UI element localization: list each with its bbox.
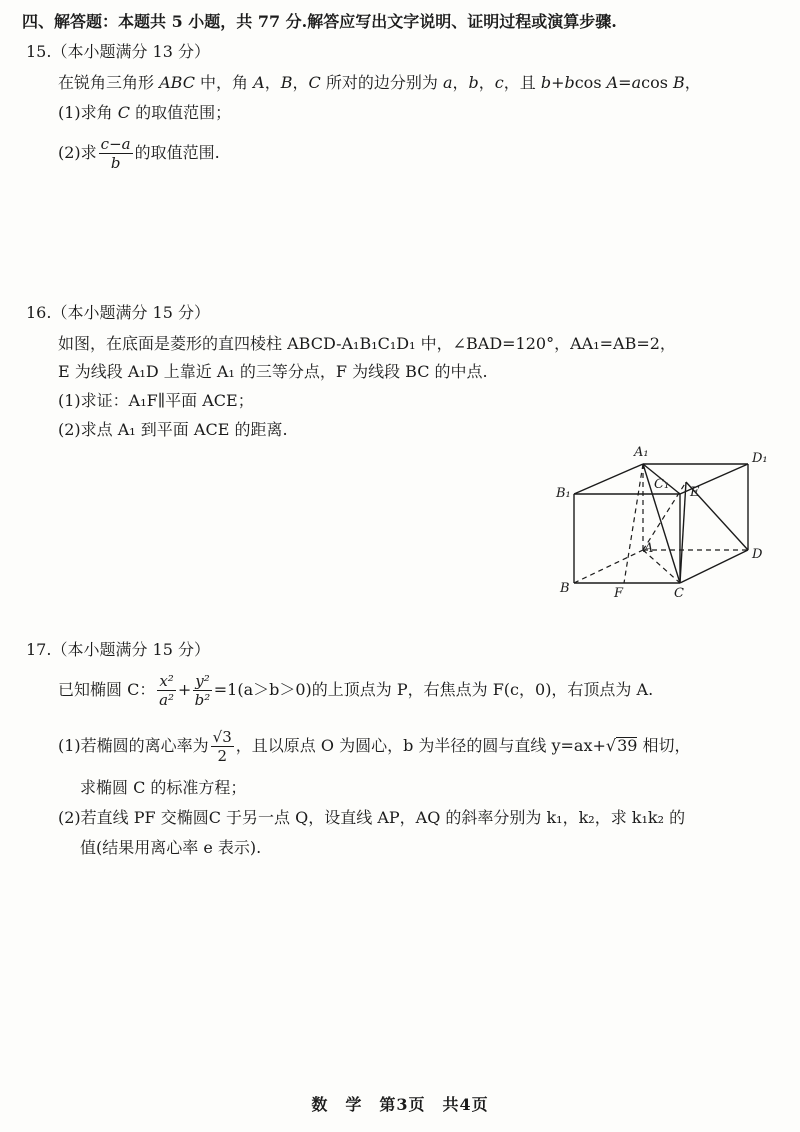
q15-part2-text: 的取值范围. <box>134 143 220 162</box>
q15-var: b+b <box>540 73 575 92</box>
prism-diagram <box>548 440 788 610</box>
q15-stem-text: ， <box>264 73 281 92</box>
q17-e-fraction <box>211 728 234 765</box>
label-D: D <box>752 547 763 562</box>
label-D1: D₁ <box>752 451 768 466</box>
q17-part1-cont: 求椭圆 C 的标准方程； <box>80 778 247 797</box>
q17-e-den: 2 <box>217 747 227 765</box>
section-header: 四、解答题：本题共 5 小题，共 77 分.解答应写出文字说明、证明过程或演算步骤. <box>22 12 617 31</box>
q16-part2: (2)求点 A₁ 到平面 ACE 的距离. <box>58 420 288 439</box>
q15-var: B <box>280 73 293 92</box>
label-B: B <box>560 581 570 596</box>
q15-stem-text: ，且 <box>503 73 541 92</box>
q15-stem-text: ， <box>478 73 495 92</box>
q17-stem-text: =1(a＞b＞0)的上顶点为 P，右焦点为 F(c，0)，右顶点为 A. <box>213 680 654 699</box>
page-footer: 数 学 第3页 共4页 <box>311 1095 489 1114</box>
q17-stem-text: 已知椭圆 C： <box>58 680 156 699</box>
q15-fraction <box>99 135 133 172</box>
q17-e-num: √3 <box>212 728 232 746</box>
hidden-A1F <box>624 464 643 583</box>
q15-var: A <box>253 73 265 92</box>
q17-part2-line2: 值(结果用离心率 e 表示). <box>80 838 262 857</box>
q15-var: B <box>673 73 685 92</box>
label-E: E <box>690 485 700 500</box>
q17-sqrt39: 39 <box>617 736 638 755</box>
q15-stem <box>58 73 701 93</box>
q17-y-fraction <box>193 672 212 709</box>
label-A: A <box>644 541 654 556</box>
segment-EC <box>680 482 686 583</box>
q17-y-num: y² <box>195 672 210 690</box>
q17-part2-line1: (2)若直线 PF 交椭圆C 于另一点 Q，设直线 AP，AQ 的斜率分别为 k₁，k₂，求 k₁k₂ 的 <box>58 808 686 827</box>
q15-stem-text: = <box>618 73 632 92</box>
q15-stem-text: 中，角 <box>194 73 254 92</box>
q15-part1 <box>58 103 231 123</box>
q15-var: C <box>117 103 131 122</box>
label-B1: B₁ <box>556 486 571 501</box>
q17-x-den: a² <box>159 691 175 709</box>
q15-part2-text: (2)求 <box>58 143 97 162</box>
q15-var: C <box>308 73 321 92</box>
edge-B1A1 <box>574 464 643 494</box>
q17-x-fraction <box>157 672 175 709</box>
label-C: C <box>674 586 684 601</box>
q15-stem-text: ， <box>292 73 309 92</box>
sqrt-sign: √ <box>605 736 617 755</box>
q15-var: c <box>494 73 504 92</box>
q15-var: a <box>631 73 642 92</box>
q17-part1-text: 相切， <box>637 736 691 755</box>
q15-var: A <box>606 73 619 92</box>
q17-y-den: b² <box>194 691 211 709</box>
q17-part1-text: ，且以原点 O 为圆心，b 为半径的圆与直线 y=ax+ <box>235 736 606 755</box>
q15-fraction-den: b <box>110 154 121 172</box>
q17-part1-text: (1)若椭圆的离心率为 <box>58 736 209 755</box>
q15-fraction-num: c−a <box>100 135 131 153</box>
label-C1: C₁ <box>654 477 670 492</box>
q16-part1: (1)求证：A₁F∥平面 ACE； <box>58 391 254 410</box>
q17-x-num: x² <box>159 672 174 690</box>
q17-plus: + <box>177 680 192 699</box>
label-A1: A₁ <box>634 445 649 460</box>
edge-CD <box>680 550 748 583</box>
q15-part2 <box>58 133 220 173</box>
q17-stem <box>58 670 653 710</box>
label-F: F <box>614 586 624 601</box>
q15-stem-text: 所对的边分别为 <box>320 73 443 92</box>
q15-title: 15.（本小题满分 13 分） <box>26 42 210 61</box>
hidden-BA <box>574 550 643 583</box>
q15-var: a <box>442 73 453 92</box>
q15-stem-text: cos <box>641 73 674 92</box>
q15-var: ABC <box>159 73 195 92</box>
q15-stem-text: 在锐角三角形 <box>58 73 160 92</box>
q16-stem-line1: 如图，在底面是菱形的直四棱柱 ABCD-A₁B₁C₁D₁ 中，∠BAD=120°，AA₁=AB=2， <box>58 334 676 353</box>
q17-part1 <box>58 726 691 766</box>
q16-title: 16.（本小题满分 15 分） <box>26 303 210 322</box>
q15-stem-text: ， <box>452 73 469 92</box>
q17-title: 17.（本小题满分 15 分） <box>26 640 210 659</box>
q15-stem-text: ， <box>684 73 701 92</box>
q15-part1-text: 的取值范围； <box>130 103 232 122</box>
q15-stem-text: cos <box>574 73 607 92</box>
q15-var: b <box>468 73 479 92</box>
q15-part1-text: (1)求角 <box>58 103 118 122</box>
q16-stem-line2: E 为线段 A₁D 上靠近 A₁ 的三等分点，F 为线段 BC 的中点. <box>58 362 488 381</box>
